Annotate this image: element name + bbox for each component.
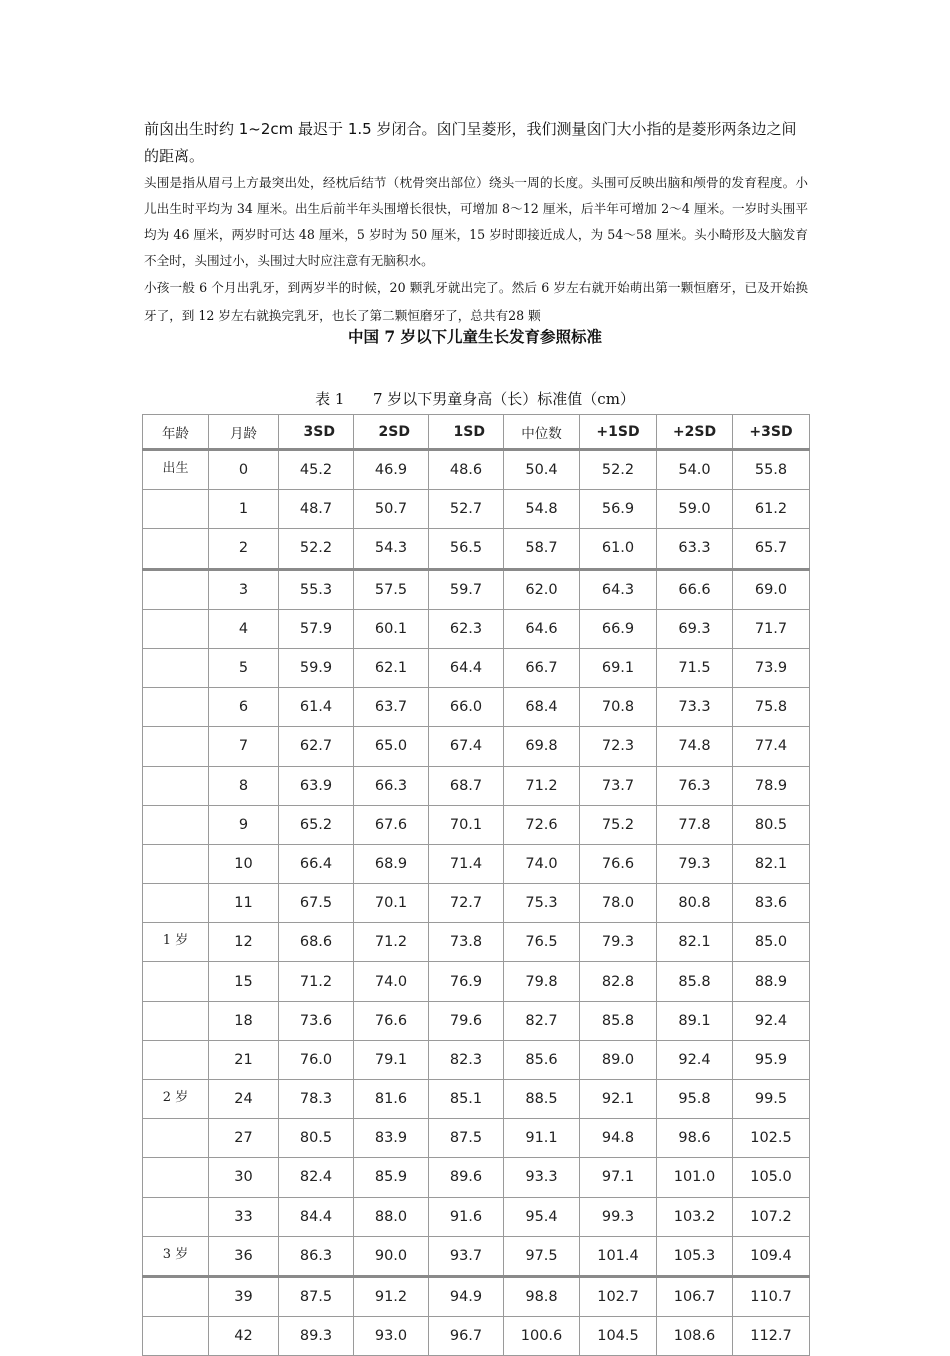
value-cell-minus1sd: 89.6 — [429, 1158, 504, 1197]
value-cell-plus2sd: 98.6 — [657, 1119, 733, 1158]
value-cell-plus1sd: 99.3 — [580, 1197, 657, 1236]
table-caption: 表 1 7 岁以下男童身高（长）标准值（cm） — [315, 390, 635, 408]
value-cell-minus1sd: 91.6 — [429, 1197, 504, 1236]
table-row — [143, 1158, 810, 1197]
age-cell — [143, 1119, 209, 1158]
value-cell-median: 58.7 — [504, 529, 580, 569]
value-cell-plus1sd: 56.9 — [580, 490, 657, 529]
table-row — [143, 1236, 810, 1276]
table-row — [143, 1197, 810, 1236]
table-row — [143, 1080, 810, 1119]
value-cell-minus2sd: 50.7 — [354, 490, 429, 529]
value-cell-median: 97.5 — [504, 1236, 580, 1276]
month-cell: 12 — [209, 923, 279, 962]
value-cell-plus2sd: 79.3 — [657, 844, 733, 883]
value-cell-minus2sd: 66.3 — [354, 766, 429, 805]
value-cell-median: 95.4 — [504, 1197, 580, 1236]
header-plus2sd: +2SD — [657, 415, 733, 450]
value-cell-minus3sd: 68.6 — [279, 923, 354, 962]
month-cell: 4 — [209, 609, 279, 648]
value-cell-minus2sd: 62.1 — [354, 648, 429, 687]
value-cell-minus2sd: 74.0 — [354, 962, 429, 1001]
value-cell-plus1sd: 76.6 — [580, 844, 657, 883]
value-cell-minus1sd: 67.4 — [429, 727, 504, 766]
month-cell: 5 — [209, 648, 279, 687]
value-cell-minus3sd: 63.9 — [279, 766, 354, 805]
value-cell-minus2sd: 91.2 — [354, 1276, 429, 1316]
value-cell-plus1sd: 66.9 — [580, 609, 657, 648]
value-cell-minus2sd: 83.9 — [354, 1119, 429, 1158]
age-cell — [143, 1197, 209, 1236]
value-cell-minus2sd: 70.1 — [354, 884, 429, 923]
value-cell-plus3sd: 92.4 — [733, 1001, 810, 1040]
value-cell-plus1sd: 78.0 — [580, 884, 657, 923]
table-row — [143, 609, 810, 648]
value-cell-minus1sd: 73.8 — [429, 923, 504, 962]
value-cell-plus1sd: 92.1 — [580, 1080, 657, 1119]
month-cell: 24 — [209, 1080, 279, 1119]
table-row — [143, 805, 810, 844]
value-cell-plus2sd: 108.6 — [657, 1317, 733, 1356]
value-cell-minus1sd: 68.7 — [429, 766, 504, 805]
value-cell-minus2sd: 71.2 — [354, 923, 429, 962]
table-row — [143, 1001, 810, 1040]
value-cell-plus1sd: 101.4 — [580, 1236, 657, 1276]
value-cell-minus1sd: 94.9 — [429, 1276, 504, 1316]
value-cell-median: 50.4 — [504, 450, 580, 490]
value-cell-plus1sd: 69.1 — [580, 648, 657, 687]
value-cell-minus2sd: 54.3 — [354, 529, 429, 569]
value-cell-minus2sd: 93.0 — [354, 1317, 429, 1356]
age-cell — [143, 962, 209, 1001]
value-cell-minus3sd: 65.2 — [279, 805, 354, 844]
value-cell-minus1sd: 66.0 — [429, 688, 504, 727]
value-cell-plus3sd: 105.0 — [733, 1158, 810, 1197]
value-cell-plus1sd: 73.7 — [580, 766, 657, 805]
value-cell-plus1sd: 72.3 — [580, 727, 657, 766]
value-cell-minus1sd: 93.7 — [429, 1236, 504, 1276]
value-cell-plus3sd: 109.4 — [733, 1236, 810, 1276]
value-cell-plus3sd: 69.0 — [733, 569, 810, 609]
age-cell — [143, 688, 209, 727]
value-cell-plus1sd: 79.3 — [580, 923, 657, 962]
table-row — [143, 688, 810, 727]
value-cell-minus3sd: 89.3 — [279, 1317, 354, 1356]
value-cell-minus3sd: 87.5 — [279, 1276, 354, 1316]
value-cell-minus2sd: 60.1 — [354, 609, 429, 648]
header-minus1sd: 1SD — [429, 415, 504, 450]
month-cell: 21 — [209, 1040, 279, 1079]
table-row — [143, 844, 810, 883]
value-cell-plus3sd: 80.5 — [733, 805, 810, 844]
age-cell — [143, 569, 209, 609]
value-cell-minus2sd: 67.6 — [354, 805, 429, 844]
value-cell-plus1sd: 97.1 — [580, 1158, 657, 1197]
header-plus3sd: +3SD — [733, 415, 810, 450]
value-cell-plus3sd: 110.7 — [733, 1276, 810, 1316]
age-cell — [143, 1001, 209, 1040]
age-cell — [143, 1040, 209, 1079]
value-cell-plus2sd: 59.0 — [657, 490, 733, 529]
value-cell-minus1sd: 79.6 — [429, 1001, 504, 1040]
value-cell-minus2sd: 46.9 — [354, 450, 429, 490]
value-cell-minus1sd: 48.6 — [429, 450, 504, 490]
value-cell-minus3sd: 67.5 — [279, 884, 354, 923]
month-cell: 39 — [209, 1276, 279, 1316]
table-row — [143, 727, 810, 766]
value-cell-median: 79.8 — [504, 962, 580, 1001]
value-cell-median: 74.0 — [504, 844, 580, 883]
age-cell — [143, 844, 209, 883]
table-row — [143, 1317, 810, 1356]
value-cell-median: 75.3 — [504, 884, 580, 923]
value-cell-plus2sd: 82.1 — [657, 923, 733, 962]
month-cell: 6 — [209, 688, 279, 727]
value-cell-median: 68.4 — [504, 688, 580, 727]
value-cell-minus3sd: 71.2 — [279, 962, 354, 1001]
table-row — [143, 569, 810, 609]
value-cell-minus1sd: 56.5 — [429, 529, 504, 569]
value-cell-plus3sd: 73.9 — [733, 648, 810, 687]
value-cell-plus3sd: 112.7 — [733, 1317, 810, 1356]
value-cell-minus1sd: 64.4 — [429, 648, 504, 687]
value-cell-plus1sd: 70.8 — [580, 688, 657, 727]
value-cell-plus1sd: 89.0 — [580, 1040, 657, 1079]
header-month: 月龄 — [209, 415, 279, 450]
month-cell: 9 — [209, 805, 279, 844]
age-cell — [143, 766, 209, 805]
month-cell: 18 — [209, 1001, 279, 1040]
main-title: 中国 7 岁以下儿童生长发育参照标准 — [347, 327, 603, 346]
value-cell-median: 66.7 — [504, 648, 580, 687]
value-cell-plus3sd: 75.8 — [733, 688, 810, 727]
value-cell-minus2sd: 65.0 — [354, 727, 429, 766]
value-cell-plus2sd: 76.3 — [657, 766, 733, 805]
month-cell: 36 — [209, 1236, 279, 1276]
header-plus1sd: +1SD — [580, 415, 657, 450]
month-cell: 33 — [209, 1197, 279, 1236]
value-cell-minus3sd: 86.3 — [279, 1236, 354, 1276]
value-cell-minus3sd: 76.0 — [279, 1040, 354, 1079]
value-cell-minus3sd: 48.7 — [279, 490, 354, 529]
value-cell-minus3sd: 45.2 — [279, 450, 354, 490]
age-cell: 1 岁 — [143, 923, 209, 962]
value-cell-plus2sd: 103.2 — [657, 1197, 733, 1236]
header-age: 年龄 — [143, 415, 209, 450]
table-row — [143, 1276, 810, 1316]
table-row — [143, 648, 810, 687]
value-cell-median: 76.5 — [504, 923, 580, 962]
value-cell-plus1sd: 85.8 — [580, 1001, 657, 1040]
value-cell-plus3sd: 95.9 — [733, 1040, 810, 1079]
month-cell: 15 — [209, 962, 279, 1001]
table-row — [143, 529, 810, 569]
value-cell-minus1sd: 87.5 — [429, 1119, 504, 1158]
month-cell: 2 — [209, 529, 279, 569]
value-cell-median: 62.0 — [504, 569, 580, 609]
value-cell-plus2sd: 54.0 — [657, 450, 733, 490]
month-cell: 3 — [209, 569, 279, 609]
month-cell: 1 — [209, 490, 279, 529]
value-cell-plus3sd: 83.6 — [733, 884, 810, 923]
value-cell-plus3sd: 107.2 — [733, 1197, 810, 1236]
value-cell-median: 88.5 — [504, 1080, 580, 1119]
value-cell-plus1sd: 61.0 — [580, 529, 657, 569]
value-cell-plus2sd: 66.6 — [657, 569, 733, 609]
value-cell-minus2sd: 90.0 — [354, 1236, 429, 1276]
value-cell-minus2sd: 85.9 — [354, 1158, 429, 1197]
value-cell-median: 72.6 — [504, 805, 580, 844]
value-cell-plus3sd: 85.0 — [733, 923, 810, 962]
age-cell: 3 岁 — [143, 1236, 209, 1276]
value-cell-minus3sd: 78.3 — [279, 1080, 354, 1119]
value-cell-plus3sd: 71.7 — [733, 609, 810, 648]
value-cell-minus3sd: 82.4 — [279, 1158, 354, 1197]
value-cell-plus1sd: 104.5 — [580, 1317, 657, 1356]
value-cell-plus3sd: 78.9 — [733, 766, 810, 805]
value-cell-plus2sd: 106.7 — [657, 1276, 733, 1316]
value-cell-plus3sd: 82.1 — [733, 844, 810, 883]
value-cell-minus2sd: 57.5 — [354, 569, 429, 609]
value-cell-minus3sd: 52.2 — [279, 529, 354, 569]
value-cell-median: 98.8 — [504, 1276, 580, 1316]
boys-height-table — [142, 414, 810, 1356]
value-cell-plus2sd: 71.5 — [657, 648, 733, 687]
value-cell-minus3sd: 62.7 — [279, 727, 354, 766]
value-cell-minus3sd: 61.4 — [279, 688, 354, 727]
month-cell: 11 — [209, 884, 279, 923]
value-cell-plus2sd: 89.1 — [657, 1001, 733, 1040]
value-cell-plus2sd: 69.3 — [657, 609, 733, 648]
head-circumference-paragraph: 头围是指从眉弓上方最突出处，经枕后结节（枕骨突出部位）绕头一周的长度。头围可反映出脑和颅骨的发育程度。小儿出生时平均为 34 厘米。出生后前半年头围增长很快，可增加 8～12 厘米，后半年可增加 2～4 厘米。一岁时头围平均为 46 厘米，两岁时可达 48 厘米，5 岁时为 50 厘米，15 岁时即接近成人，为 54～58 厘米。头小畸形及大脑发育不全时，头围过小，头围过大时应注意有无脑积水。 — [144, 175, 808, 268]
value-cell-plus1sd: 82.8 — [580, 962, 657, 1001]
value-cell-plus1sd: 102.7 — [580, 1276, 657, 1316]
header-minus2sd: 2SD — [354, 415, 429, 450]
value-cell-median: 82.7 — [504, 1001, 580, 1040]
table-row — [143, 490, 810, 529]
month-cell: 10 — [209, 844, 279, 883]
fontanel-paragraph: 前囟出生时约 1~2cm 最迟于 1.5 岁闭合。囟门呈菱形，我们测量囟门大小指的是菱形两条边之间的距离。 — [144, 120, 797, 165]
value-cell-minus3sd: 80.5 — [279, 1119, 354, 1158]
age-cell — [143, 609, 209, 648]
value-cell-plus2sd: 92.4 — [657, 1040, 733, 1079]
value-cell-minus1sd: 72.7 — [429, 884, 504, 923]
table-row — [143, 1119, 810, 1158]
value-cell-median: 100.6 — [504, 1317, 580, 1356]
value-cell-plus3sd: 61.2 — [733, 490, 810, 529]
value-cell-plus1sd: 75.2 — [580, 805, 657, 844]
month-cell: 0 — [209, 450, 279, 490]
value-cell-plus3sd: 65.7 — [733, 529, 810, 569]
age-cell: 2 岁 — [143, 1080, 209, 1119]
table-row — [143, 450, 810, 490]
month-cell: 42 — [209, 1317, 279, 1356]
value-cell-minus1sd: 59.7 — [429, 569, 504, 609]
value-cell-minus3sd: 57.9 — [279, 609, 354, 648]
value-cell-plus2sd: 73.3 — [657, 688, 733, 727]
value-cell-minus2sd: 88.0 — [354, 1197, 429, 1236]
value-cell-median: 85.6 — [504, 1040, 580, 1079]
month-cell: 30 — [209, 1158, 279, 1197]
value-cell-median: 91.1 — [504, 1119, 580, 1158]
value-cell-plus3sd: 88.9 — [733, 962, 810, 1001]
value-cell-minus1sd: 96.7 — [429, 1317, 504, 1356]
value-cell-plus3sd: 99.5 — [733, 1080, 810, 1119]
age-cell — [143, 1317, 209, 1356]
age-cell — [143, 1276, 209, 1316]
value-cell-minus2sd: 63.7 — [354, 688, 429, 727]
table-row — [143, 923, 810, 962]
value-cell-plus3sd: 77.4 — [733, 727, 810, 766]
age-cell — [143, 884, 209, 923]
value-cell-minus1sd: 82.3 — [429, 1040, 504, 1079]
value-cell-plus2sd: 63.3 — [657, 529, 733, 569]
value-cell-plus1sd: 52.2 — [580, 450, 657, 490]
age-cell — [143, 490, 209, 529]
value-cell-minus3sd: 55.3 — [279, 569, 354, 609]
value-cell-plus2sd: 101.0 — [657, 1158, 733, 1197]
teeth-paragraph: 小孩一般 6 个月出乳牙，到两岁半的时候，20 颗乳牙就出完了。然后 6 岁左右就开始萌出第一颗恒磨牙，已及开始换牙了，到 12 岁左右就换完乳牙，也长了第二颗恒磨牙了，总共有28 颗 — [144, 280, 808, 323]
value-cell-minus1sd: 71.4 — [429, 844, 504, 883]
value-cell-plus3sd: 55.8 — [733, 450, 810, 490]
age-cell — [143, 648, 209, 687]
value-cell-plus2sd: 77.8 — [657, 805, 733, 844]
age-cell: 出生 — [143, 450, 209, 490]
age-cell — [143, 1158, 209, 1197]
table-row — [143, 884, 810, 923]
value-cell-median: 64.6 — [504, 609, 580, 648]
value-cell-minus3sd: 73.6 — [279, 1001, 354, 1040]
age-cell — [143, 529, 209, 569]
value-cell-minus3sd: 84.4 — [279, 1197, 354, 1236]
value-cell-minus2sd: 81.6 — [354, 1080, 429, 1119]
table-row — [143, 962, 810, 1001]
table-header-row — [143, 415, 810, 450]
value-cell-minus2sd: 79.1 — [354, 1040, 429, 1079]
value-cell-median: 54.8 — [504, 490, 580, 529]
value-cell-plus1sd: 64.3 — [580, 569, 657, 609]
value-cell-minus3sd: 66.4 — [279, 844, 354, 883]
value-cell-minus1sd: 70.1 — [429, 805, 504, 844]
table-row — [143, 1040, 810, 1079]
month-cell: 27 — [209, 1119, 279, 1158]
value-cell-median: 71.2 — [504, 766, 580, 805]
value-cell-minus3sd: 59.9 — [279, 648, 354, 687]
value-cell-median: 69.8 — [504, 727, 580, 766]
table-body — [143, 450, 810, 1356]
value-cell-minus2sd: 76.6 — [354, 1001, 429, 1040]
value-cell-plus1sd: 94.8 — [580, 1119, 657, 1158]
value-cell-plus2sd: 80.8 — [657, 884, 733, 923]
value-cell-minus1sd: 76.9 — [429, 962, 504, 1001]
value-cell-minus1sd: 85.1 — [429, 1080, 504, 1119]
value-cell-minus2sd: 68.9 — [354, 844, 429, 883]
header-median: 中位数 — [504, 415, 580, 450]
age-cell — [143, 727, 209, 766]
month-cell: 8 — [209, 766, 279, 805]
value-cell-plus2sd: 95.8 — [657, 1080, 733, 1119]
value-cell-plus2sd: 74.8 — [657, 727, 733, 766]
value-cell-plus2sd: 105.3 — [657, 1236, 733, 1276]
value-cell-plus2sd: 85.8 — [657, 962, 733, 1001]
header-minus3sd: 3SD — [279, 415, 354, 450]
value-cell-minus1sd: 62.3 — [429, 609, 504, 648]
month-cell: 7 — [209, 727, 279, 766]
value-cell-plus3sd: 102.5 — [733, 1119, 810, 1158]
table-row — [143, 766, 810, 805]
value-cell-median: 93.3 — [504, 1158, 580, 1197]
value-cell-minus1sd: 52.7 — [429, 490, 504, 529]
age-cell — [143, 805, 209, 844]
